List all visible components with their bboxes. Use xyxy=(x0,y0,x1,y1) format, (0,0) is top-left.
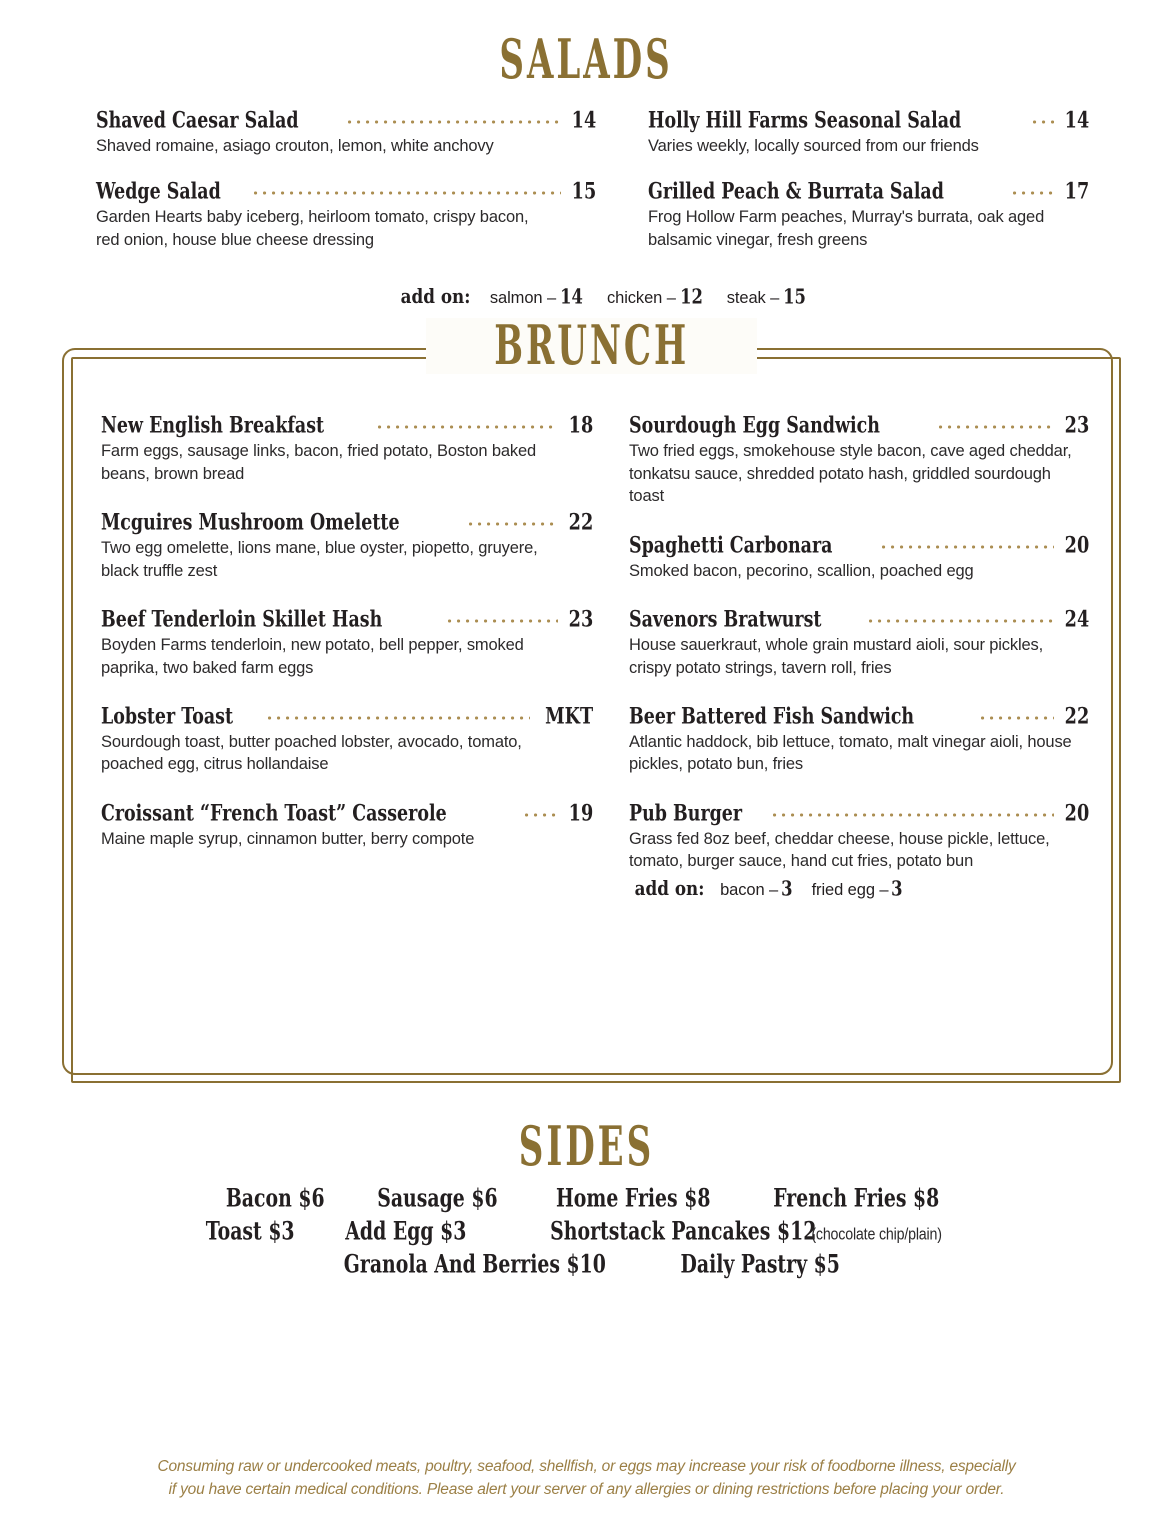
item-head xyxy=(629,701,1089,729)
sides-title-text: SIDES xyxy=(518,1114,655,1179)
item-price: 17 xyxy=(1064,177,1089,205)
menu-item[interactable] xyxy=(629,413,1089,507)
item-name: Shaved Caesar Salad xyxy=(96,106,299,134)
addon-item xyxy=(720,877,794,900)
item-name: Holly Hill Farms Seasonal Salad xyxy=(648,106,962,134)
menu-item[interactable] xyxy=(101,798,593,850)
side-entry[interactable] xyxy=(550,1217,942,1247)
leader-dots xyxy=(348,119,561,125)
addon-item xyxy=(812,877,904,900)
item-name: Beef Tenderloin Skillet Hash xyxy=(101,605,383,633)
sides-row xyxy=(0,1185,1173,1212)
item-description: Maine maple syrup, cinnamon butter, berry compote xyxy=(101,829,475,848)
addon-item-price: 15 xyxy=(783,284,807,310)
item-price: 19 xyxy=(568,798,593,826)
menu-item[interactable] xyxy=(101,607,593,679)
item-description: Shaved romaine, asiago crouton, lemon, white anchovy xyxy=(96,137,494,155)
addon-item-name: salmon – xyxy=(489,289,557,308)
leader-dots xyxy=(869,618,1054,624)
leader-dots xyxy=(469,521,558,527)
item-price: 18 xyxy=(568,411,593,439)
brunch-grid xyxy=(101,413,1089,924)
leader-dots xyxy=(448,618,558,624)
salads-title xyxy=(0,27,1173,91)
item-description: Farm eggs, sausage links, bacon, fried potato, Boston baked beans, brown bread xyxy=(101,442,537,483)
item-price: 20 xyxy=(1064,530,1089,558)
item-name: Pub Burger xyxy=(629,799,743,826)
item-description: House sauerkraut, whole grain mustard aioli, sour pickles, crispy potato strings, tavern roll, fries xyxy=(629,636,1044,677)
menu-item[interactable] xyxy=(648,108,1089,157)
item-price: MKT xyxy=(545,701,593,729)
item-description: Smoked bacon, pecorino, scallion, poached egg xyxy=(629,561,974,580)
addon-item xyxy=(727,285,808,308)
item-head xyxy=(96,179,596,204)
salads-left-column xyxy=(96,108,596,273)
item-head xyxy=(648,108,1089,133)
side-entry[interactable]: Bacon $6 xyxy=(226,1184,325,1214)
sides-row xyxy=(0,1251,1173,1278)
salads-addon-row xyxy=(0,285,1173,308)
item-head xyxy=(101,798,593,826)
addon-item-name: bacon – xyxy=(720,880,779,899)
sides-title xyxy=(0,1114,1173,1179)
salads-title-text: SALADS xyxy=(499,27,674,91)
leader-dots xyxy=(378,424,558,430)
item-price: 22 xyxy=(568,508,593,536)
menu-item[interactable] xyxy=(96,179,596,251)
item-head xyxy=(648,179,1089,204)
brunch-section xyxy=(0,313,1173,1083)
item-head xyxy=(629,413,1089,438)
leader-dots xyxy=(525,812,557,818)
sides-rows xyxy=(0,1185,1173,1278)
leader-dots xyxy=(939,424,1054,430)
item-price: 20 xyxy=(1064,798,1089,826)
leader-dots xyxy=(882,544,1054,550)
menu-item[interactable] xyxy=(101,510,593,582)
item-description: Boyden Farms tenderloin, new potato, bell pepper, smoked paprika, two baked farm eggs xyxy=(101,636,524,677)
brunch-content xyxy=(71,357,1113,1075)
item-name: Lobster Toast xyxy=(101,702,234,729)
menu-item[interactable] xyxy=(96,108,596,157)
pub-burger-addon-row xyxy=(629,877,1089,900)
leader-dots xyxy=(254,190,560,196)
leader-dots xyxy=(773,812,1054,818)
addon-item-name: fried egg – xyxy=(811,880,889,899)
brunch-left-column xyxy=(101,413,593,924)
item-name: Croissant “French Toast” Casserole xyxy=(101,799,447,826)
side-entry[interactable]: Granola And Berries $10 xyxy=(344,1250,607,1280)
sides-section xyxy=(0,1114,1173,1280)
item-price: 14 xyxy=(571,106,596,133)
item-description: Atlantic haddock, bib lettuce, tomato, malt vinegar aioli, house pickles, potato bun, fries xyxy=(629,732,1072,774)
item-head xyxy=(101,413,593,438)
item-head xyxy=(629,607,1089,632)
addon-item-name: steak – xyxy=(726,289,780,308)
menu-item[interactable] xyxy=(101,701,593,776)
brunch-frame xyxy=(62,313,1121,1083)
side-entry[interactable]: Add Egg $3 xyxy=(345,1217,467,1247)
item-name: Savenors Bratwurst xyxy=(629,605,822,633)
item-price: 23 xyxy=(568,605,593,633)
item-head xyxy=(101,510,593,535)
item-head xyxy=(629,530,1089,558)
side-entry[interactable]: French Fries $8 xyxy=(773,1184,940,1214)
menu-item[interactable] xyxy=(101,413,593,485)
addon-item-price: 3 xyxy=(891,875,903,901)
side-entry[interactable]: Daily Pastry $5 xyxy=(680,1250,841,1280)
item-price: 24 xyxy=(1064,605,1089,633)
item-head xyxy=(101,701,593,729)
brunch-right-column xyxy=(629,413,1089,924)
addon-label: add on: xyxy=(634,876,705,900)
item-price: 22 xyxy=(1064,701,1089,729)
menu-item[interactable] xyxy=(629,530,1089,582)
salads-section xyxy=(0,0,1173,308)
disclaimer-line-2: if you have certain medical conditions. Please alert your server of any allergies or dining restrictions before placing your order. xyxy=(168,1480,1005,1498)
item-name: Grilled Peach & Burrata Salad xyxy=(648,177,944,205)
addon-item-price: 12 xyxy=(679,284,703,310)
leader-dots xyxy=(981,715,1054,721)
menu-item[interactable] xyxy=(629,798,1089,901)
sides-row xyxy=(0,1218,1173,1245)
disclaimer xyxy=(0,1455,1173,1502)
item-name: Spaghetti Carbonara xyxy=(629,531,833,558)
side-entry-label: Shortstack Pancakes $12 xyxy=(550,1217,817,1247)
salads-grid xyxy=(0,108,1173,273)
item-name: Sourdough Egg Sandwich xyxy=(629,411,880,439)
item-price: 23 xyxy=(1064,411,1089,439)
item-description: Varies weekly, locally sourced from our friends xyxy=(648,137,979,155)
salads-right-column xyxy=(648,108,1089,273)
item-head xyxy=(629,798,1089,826)
addon-label: add on: xyxy=(400,285,471,309)
item-name: Beer Battered Fish Sandwich xyxy=(629,702,915,729)
item-head xyxy=(101,607,593,632)
addon-item xyxy=(607,285,705,308)
item-name: Wedge Salad xyxy=(96,177,221,205)
menu-item[interactable] xyxy=(648,179,1089,251)
leader-dots xyxy=(1013,190,1054,196)
disclaimer-line-1: Consuming raw or undercooked meats, poultry, seafood, shellfish, or eggs may increase your risk of foodborne illness, especially xyxy=(157,1457,1016,1475)
menu-item[interactable] xyxy=(629,701,1089,776)
addon-item-price: 3 xyxy=(781,875,793,901)
item-description: Two fried eggs, smokehouse style bacon, cave aged cheddar, tonkatsu sauce, shredded potato hash, griddled sourdough toast xyxy=(629,442,1072,506)
leader-dots xyxy=(1033,119,1053,125)
item-description: Sourdough toast, butter poached lobster, avocado, tomato, poached egg, citrus hollandaise xyxy=(101,732,522,774)
addon-item-price: 14 xyxy=(560,284,583,310)
leader-dots xyxy=(268,715,530,721)
item-head xyxy=(96,108,596,133)
addon-item-name: chicken – xyxy=(606,289,676,308)
item-price: 14 xyxy=(1064,106,1089,133)
item-description: Grass fed 8oz beef, cheddar cheese, house pickle, lettuce, tomato, burger sauce, hand cut fries, potato bun xyxy=(629,829,1050,871)
item-description: Frog Hollow Farm peaches, Murray's burrata, oak aged balsamic vinegar, fresh greens xyxy=(648,208,1045,249)
addon-item xyxy=(490,285,585,308)
item-name: New English Breakfast xyxy=(101,411,325,439)
item-description: Two egg omelette, lions mane, blue oyster, piopetto, gruyere, black truffle zest xyxy=(101,539,538,580)
brunch-title-text: BRUNCH xyxy=(494,313,689,378)
side-entry[interactable]: Home Fries $8 xyxy=(555,1184,711,1214)
item-description: Garden Hearts baby iceberg, heirloom tomato, crispy bacon, red onion, house blue cheese dressing xyxy=(96,208,529,249)
side-entry[interactable]: Toast $3 xyxy=(205,1217,295,1247)
side-entry[interactable]: Sausage $6 xyxy=(377,1184,498,1214)
item-name: Mcguires Mushroom Omelette xyxy=(101,508,400,536)
side-entry-note: (chocolate chip/plain) xyxy=(811,1225,942,1245)
menu-item[interactable] xyxy=(629,607,1089,679)
item-price: 15 xyxy=(571,177,596,205)
